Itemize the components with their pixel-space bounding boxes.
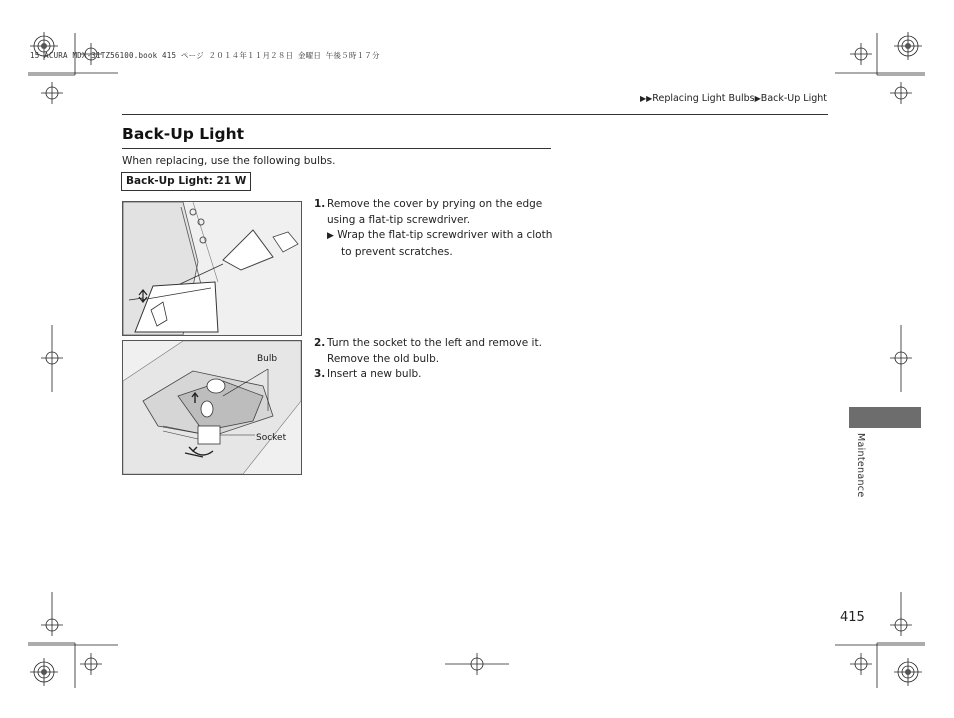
note-arrow-icon: ▶ (327, 231, 334, 241)
print-header: 15 ACURA MDX-31TZ56100.book 415 ページ ２０１４年１１月２８日 金曜日 午後５時１７分 (30, 51, 380, 60)
step-text: Insert a new bulb. (327, 368, 422, 380)
socket-callout-label: Socket (256, 433, 287, 443)
breadcrumb (640, 93, 827, 104)
breadcrumb-item-replacing-light-bulbs[interactable]: Replacing Light Bulbs (652, 93, 755, 104)
section-tab-label: Maintenance (855, 433, 866, 498)
step-number: 1. (314, 198, 326, 210)
cover-removal-illustration (122, 201, 302, 336)
step-3 (314, 367, 554, 383)
note-text: Wrap the flat-tip screwdriver with a cloth (337, 229, 553, 241)
bulb-spec-box: Back-Up Light: 21 W (121, 172, 251, 191)
step-number: 2. (314, 337, 326, 349)
step-2 (314, 336, 554, 367)
step-1 (314, 197, 554, 260)
breadcrumb-arrow-icon: ▶▶ (639, 94, 653, 103)
page-title: Back-Up Light (122, 125, 245, 143)
intro-text: When replacing, use the following bulbs. (122, 155, 336, 167)
step-text: Remove the old bulb. (327, 352, 440, 365)
title-rule (122, 148, 551, 149)
socket-icon (198, 426, 220, 444)
page-number: 415 (840, 610, 865, 625)
step-text: Turn the socket to the left and remove it. (327, 337, 542, 349)
note-text: to prevent scratches. (341, 245, 453, 258)
header-rule (122, 114, 828, 115)
section-tab[interactable] (849, 407, 921, 428)
step-text: Remove the cover by prying on the edge (327, 198, 543, 210)
step-text: using a flat-tip screwdriver. (327, 213, 471, 226)
breadcrumb-arrow-icon: ▶ (754, 94, 761, 103)
step-number: 3. (314, 368, 326, 380)
bulb-icon (207, 379, 225, 393)
socket-bulb-illustration (122, 340, 302, 475)
tailgate-cover-drawing (123, 202, 301, 335)
bulb-callout-label: Bulb (257, 354, 278, 364)
breadcrumb-item-back-up-light[interactable]: Back-Up Light (760, 93, 827, 104)
